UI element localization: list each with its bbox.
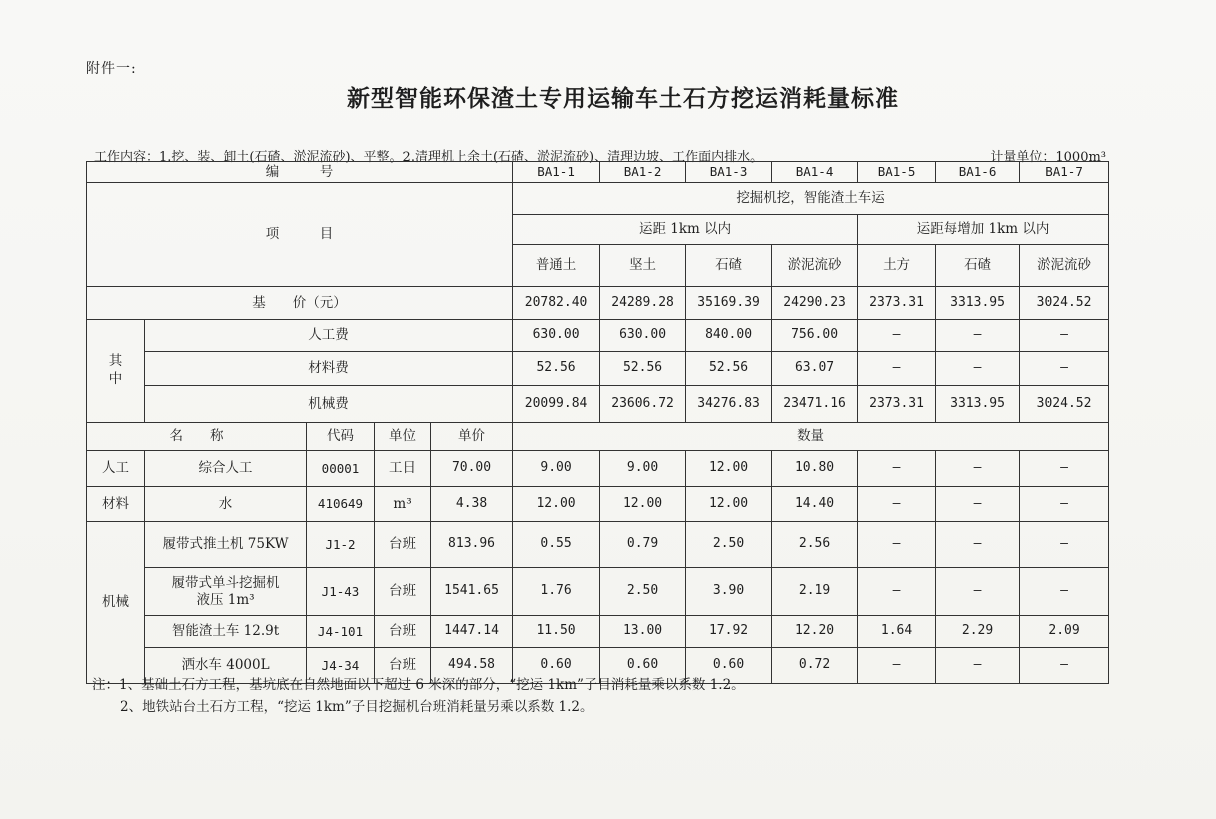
group-distance-increment: 运距每增加 1km 以内 xyxy=(858,215,1109,245)
quantity-cell: 0.55 xyxy=(513,522,600,568)
category-label: 机械 xyxy=(87,522,145,684)
breakdown-row-machinery xyxy=(87,386,1109,423)
subitem-cell: 普通土 xyxy=(513,245,600,287)
base-price-row xyxy=(87,287,1109,320)
subitem-cell: 淤泥流砂 xyxy=(772,245,858,287)
quantity-cell: – xyxy=(936,487,1020,522)
value-cell: 52.56 xyxy=(513,352,600,386)
resource-price: 70.00 xyxy=(431,451,513,487)
resource-code: J1-43 xyxy=(307,568,375,616)
resource-price: 4.38 xyxy=(431,487,513,522)
value-cell: 23471.16 xyxy=(772,386,858,423)
value-cell: 630.00 xyxy=(513,320,600,352)
resource-unit: 工日 xyxy=(375,451,431,487)
breakdown-label: 机械费 xyxy=(145,386,513,423)
value-cell: – xyxy=(936,320,1020,352)
note-line: 2、地铁站台土石方工程，“挖运 1km”子目挖掘机台班消耗量另乘以系数 1.2。 xyxy=(120,699,594,715)
quantity-cell: 14.40 xyxy=(772,487,858,522)
value-cell: 34276.83 xyxy=(686,386,772,423)
quantity-cell: – xyxy=(1020,487,1109,522)
quantity-cell: – xyxy=(1020,648,1109,684)
quantity-cell: – xyxy=(858,451,936,487)
quantity-cell: – xyxy=(858,568,936,616)
subitem-cell: 淤泥流砂 xyxy=(1020,245,1109,287)
quantity-cell: – xyxy=(858,522,936,568)
code-cell: BA1-6 xyxy=(936,162,1020,183)
quantity-cell: 11.50 xyxy=(513,616,600,648)
value-cell: – xyxy=(1020,352,1109,386)
code-cell: BA1-1 xyxy=(513,162,600,183)
quantity-cell: 12.20 xyxy=(772,616,858,648)
value-cell: 3024.52 xyxy=(1020,386,1109,423)
resource-unit: 台班 xyxy=(375,648,431,684)
quantity-cell: 1.76 xyxy=(513,568,600,616)
document-title: 新型智能环保渣土专用运输车土石方挖运消耗量标准 xyxy=(347,85,899,112)
notes xyxy=(92,674,745,718)
resource-unit: 台班 xyxy=(375,568,431,616)
value-cell: 20099.84 xyxy=(513,386,600,423)
resource-name: 履带式推土机 75KW xyxy=(145,522,307,568)
value-cell: 2373.31 xyxy=(858,386,936,423)
quantity-cell: – xyxy=(936,451,1020,487)
quantity-cell: 12.00 xyxy=(513,487,600,522)
code-cell: BA1-7 xyxy=(1020,162,1109,183)
detail-code-header: 代码 xyxy=(307,423,375,451)
code-cell: BA1-4 xyxy=(772,162,858,183)
quantity-cell: 9.00 xyxy=(513,451,600,487)
quantity-cell: – xyxy=(936,522,1020,568)
quantity-cell: – xyxy=(858,487,936,522)
resource-name-line: 液压 1m³ xyxy=(196,591,255,608)
value-cell: – xyxy=(858,352,936,386)
note-line: 注：1、基础土石方工程，基坑底在自然地面以下超过 6 米深的部分，“挖运 1km”子目消耗量乘以系数 1.2。 xyxy=(92,677,745,693)
resource-price: 813.96 xyxy=(431,522,513,568)
code-cell: BA1-3 xyxy=(686,162,772,183)
value-cell: 35169.39 xyxy=(686,287,772,320)
resource-name: 智能渣土车 12.9t xyxy=(145,616,307,648)
breakdown-group-label: 其中 xyxy=(87,320,145,423)
breakdown-label: 人工费 xyxy=(145,320,513,352)
value-cell: 2373.31 xyxy=(858,287,936,320)
category-label: 人工 xyxy=(87,451,145,487)
quantity-cell: 2.56 xyxy=(772,522,858,568)
unit-note: 计量单位：1000m³ xyxy=(990,150,1106,165)
quantity-cell: 0.60 xyxy=(513,648,600,684)
quantity-cell: – xyxy=(1020,451,1109,487)
breakdown-row-material xyxy=(87,352,1109,386)
machinery-row xyxy=(87,522,1109,568)
quantity-cell: 2.09 xyxy=(1020,616,1109,648)
resource-name: 洒水车 4000L xyxy=(145,648,307,684)
machinery-row xyxy=(87,616,1109,648)
quantity-cell: 13.00 xyxy=(600,616,686,648)
resource-unit: 台班 xyxy=(375,522,431,568)
value-cell: 630.00 xyxy=(600,320,686,352)
code-cell: BA1-5 xyxy=(858,162,936,183)
quantity-cell: – xyxy=(936,648,1020,684)
code-row xyxy=(87,162,1109,183)
detail-header-row xyxy=(87,423,1109,451)
resource-price: 1541.65 xyxy=(431,568,513,616)
resource-name xyxy=(145,568,307,616)
value-cell: 756.00 xyxy=(772,320,858,352)
value-cell: 24290.23 xyxy=(772,287,858,320)
subitem-cell: 土方 xyxy=(858,245,936,287)
value-cell: – xyxy=(858,320,936,352)
resource-code: 00001 xyxy=(307,451,375,487)
resource-name: 水 xyxy=(145,487,307,522)
base-price-label: 基 价（元） xyxy=(87,287,513,320)
quantity-cell: – xyxy=(936,568,1020,616)
group-distance-1km: 运距 1km 以内 xyxy=(513,215,858,245)
resource-unit: 台班 xyxy=(375,616,431,648)
item-label: 项 目 xyxy=(87,183,513,287)
quantity-cell: 12.00 xyxy=(686,451,772,487)
quantity-cell: 3.90 xyxy=(686,568,772,616)
value-cell: 63.07 xyxy=(772,352,858,386)
quantity-cell: 0.79 xyxy=(600,522,686,568)
resource-name: 综合人工 xyxy=(145,451,307,487)
quantity-cell: – xyxy=(1020,522,1109,568)
value-cell: 3313.95 xyxy=(936,386,1020,423)
resource-code: J4-34 xyxy=(307,648,375,684)
machinery-row xyxy=(87,568,1109,616)
quantity-cell: 2.50 xyxy=(686,522,772,568)
material-row xyxy=(87,487,1109,522)
quantity-cell: 0.72 xyxy=(772,648,858,684)
detail-quantity-header: 数量 xyxy=(513,423,1109,451)
breakdown-label: 材料费 xyxy=(145,352,513,386)
resource-code: 410649 xyxy=(307,487,375,522)
quantity-cell: 17.92 xyxy=(686,616,772,648)
quantity-cell: – xyxy=(858,648,936,684)
value-cell: 3024.52 xyxy=(1020,287,1109,320)
breakdown-row-labor xyxy=(87,320,1109,352)
resource-unit: m³ xyxy=(375,487,431,522)
value-cell: 20782.40 xyxy=(513,287,600,320)
resource-price: 1447.14 xyxy=(431,616,513,648)
quantity-cell: 2.50 xyxy=(600,568,686,616)
detail-name-header: 名 称 xyxy=(87,423,307,451)
subitem-cell: 石碴 xyxy=(936,245,1020,287)
detail-unit-header: 单位 xyxy=(375,423,431,451)
resource-code: J4-101 xyxy=(307,616,375,648)
quantity-cell: 10.80 xyxy=(772,451,858,487)
code-label: 编 号 xyxy=(87,162,513,183)
resource-code: J1-2 xyxy=(307,522,375,568)
value-cell: 24289.28 xyxy=(600,287,686,320)
value-cell: 23606.72 xyxy=(600,386,686,423)
value-cell: 52.56 xyxy=(686,352,772,386)
quantity-cell: 2.29 xyxy=(936,616,1020,648)
subitem-cell: 坚土 xyxy=(600,245,686,287)
quantity-cell: 2.19 xyxy=(772,568,858,616)
labor-row xyxy=(87,451,1109,487)
quantity-cell: 1.64 xyxy=(858,616,936,648)
value-cell: – xyxy=(936,352,1020,386)
value-cell: 840.00 xyxy=(686,320,772,352)
quantity-cell: – xyxy=(1020,568,1109,616)
quantity-cell: 9.00 xyxy=(600,451,686,487)
attachment-label: 附件一: xyxy=(86,61,137,77)
quantity-cell: 12.00 xyxy=(686,487,772,522)
value-cell: – xyxy=(1020,320,1109,352)
value-cell: 3313.95 xyxy=(936,287,1020,320)
quantity-cell: 0.60 xyxy=(600,648,686,684)
value-cell: 52.56 xyxy=(600,352,686,386)
resource-name-line: 履带式单斗挖掘机 xyxy=(171,574,280,591)
code-cell: BA1-2 xyxy=(600,162,686,183)
subitem-cell: 石碴 xyxy=(686,245,772,287)
quantity-cell: 0.60 xyxy=(686,648,772,684)
consumption-table xyxy=(86,161,1109,684)
work-content: 工作内容：1.挖、装、卸土(石碴、淤泥流砂)、平整。2.清理机上余土(石碴、淤泥流砂)、清理边坡、工作面内排水。 xyxy=(94,150,764,165)
resource-price: 494.58 xyxy=(431,648,513,684)
item-header-row xyxy=(87,183,1109,215)
category-label: 材料 xyxy=(87,487,145,522)
quantity-cell: 12.00 xyxy=(600,487,686,522)
detail-price-header: 单价 xyxy=(431,423,513,451)
group-main: 挖掘机挖，智能渣土车运 xyxy=(513,183,1109,215)
